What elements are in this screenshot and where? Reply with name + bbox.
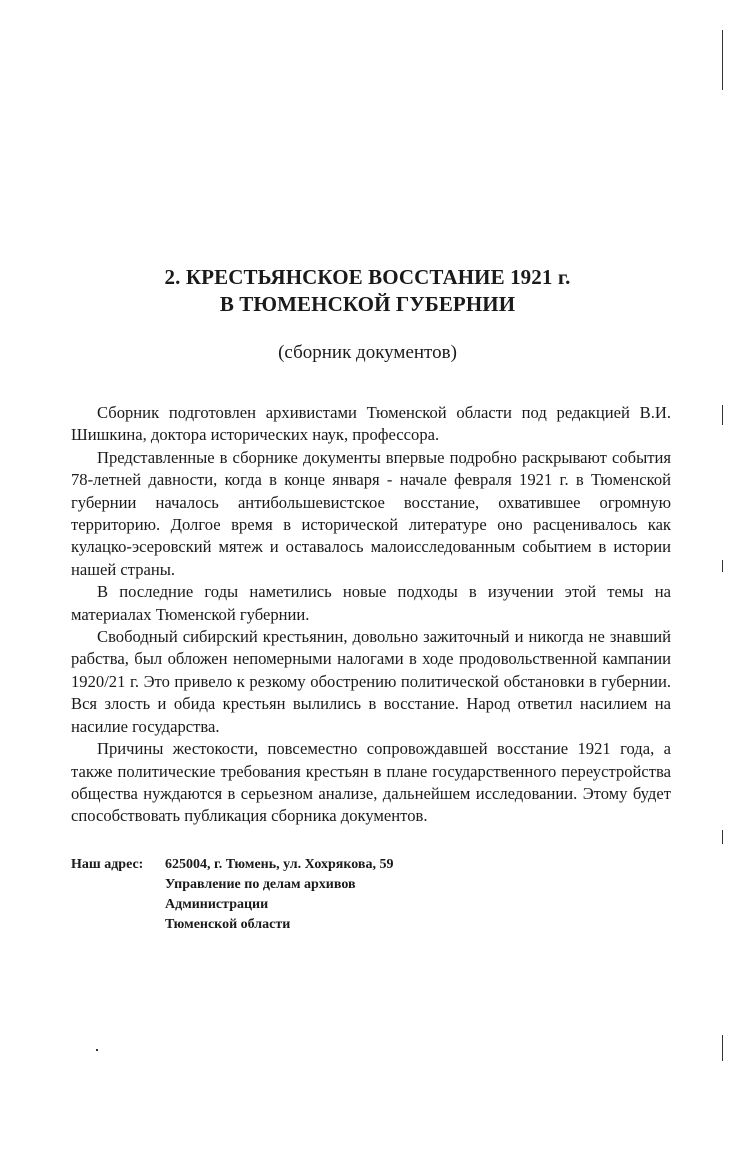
paragraph: Причины жестокости, повсеместно сопровождавшей восстание 1921 года, а также политические требования крестьян в плане государственного переустройства общества нуждаются в серьезном анализе, дальнейшем исследовании. Этому будет способствовать публикация сборника документов.	[71, 739, 671, 826]
address-first-row	[71, 855, 671, 875]
section-subtitle: (сборник документов)	[278, 342, 457, 363]
address-label: Наш адрес:	[71, 857, 144, 872]
scan-mark	[722, 405, 723, 425]
address-street: 625004, г. Тюмень, ул. Хохрякова, 59	[165, 857, 394, 872]
scan-mark	[722, 560, 723, 572]
address-line-administration: Администрации	[165, 897, 269, 912]
scan-mark	[722, 830, 723, 844]
section-title-line-1: 2. КРЕСТЬЯНСКОЕ ВОССТАНИЕ 1921 г.	[164, 265, 571, 289]
scan-dot	[96, 1049, 98, 1051]
scan-mark	[722, 1035, 723, 1061]
body-text	[71, 402, 671, 828]
paragraph: Представленные в сборнике документы впервые подробно раскрывают события 78-летней давности, когда в конце января - начале февраля 1921 г. в Тюменской губернии началось антибольшевистское восстание, охватившее огромную территорию. Долгое время в исторической литературе оно расценивалось как кулацко-эсеровский мятеж и оставалось малоисследованным событием в истории нашей страны.	[71, 447, 671, 579]
paragraph: Сборник подготовлен архивистами Тюменской области под редакцией В.И. Шишкина, доктора исторических наук, профессора.	[71, 403, 671, 445]
section-title-line-2: В ТЮМЕНСКОЙ ГУБЕРНИИ	[219, 292, 516, 316]
paragraph: Свободный сибирский крестьянин, довольно зажиточный и никогда не знавший рабства, был обложен непомерными налогами в ходе продовольственной кампании 1920/21 г. Это привело к резкому обострению политической обстановки в губернии. Вся злость и обида крестьян вылились в восстание. Народ ответил насилием на насилие государства.	[71, 627, 671, 736]
paragraph: В последние годы наметились новые подходы в изучении этой темы на материалах Тюменской губернии.	[71, 582, 671, 624]
address-line-region: Тюменской области	[165, 917, 291, 932]
address-line-organization: Управление по делам архивов	[165, 877, 356, 892]
scan-mark	[722, 30, 723, 90]
address-block	[71, 855, 671, 935]
